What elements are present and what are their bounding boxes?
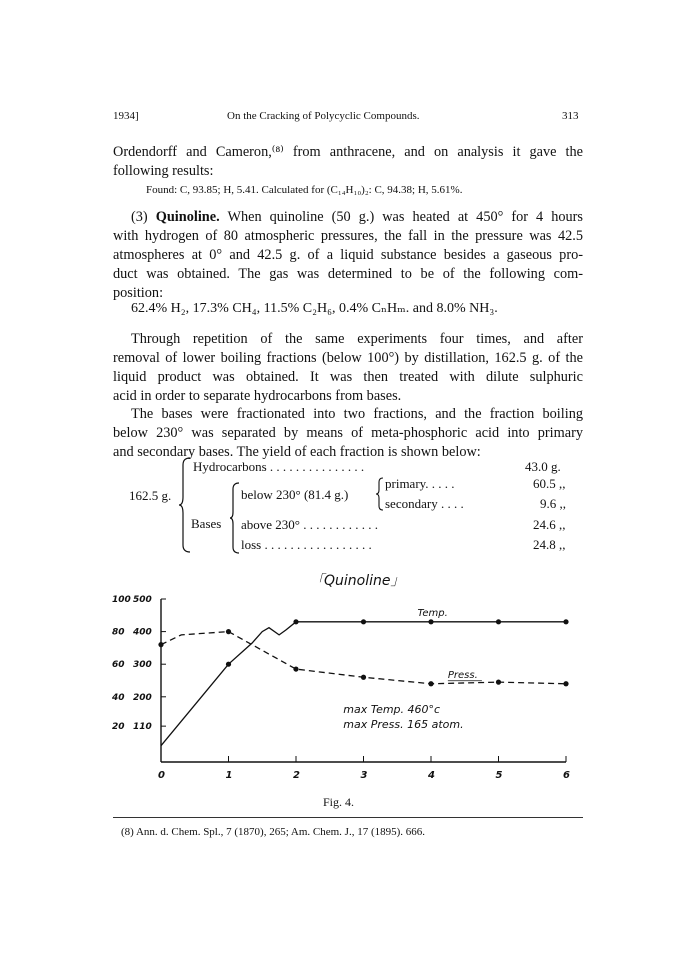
chart-annotation: max Temp. 460°c	[343, 703, 441, 717]
press-series-label: Press.	[447, 669, 478, 681]
y-tick-label-left: 60	[112, 660, 125, 671]
running-head-title: On the Cracking of Polycyclic Compounds.	[227, 110, 420, 122]
outer-brace	[179, 457, 191, 553]
secondary-value: 9.6 ,,	[540, 496, 566, 511]
quinoline-chart	[100, 590, 590, 795]
above230-value: 24.6 ,,	[533, 517, 566, 532]
press-point	[428, 681, 433, 686]
temp-point	[361, 619, 366, 624]
text-line: following results:	[113, 163, 214, 179]
y-tick-label-right: 200	[133, 692, 152, 703]
temp-point	[563, 619, 568, 624]
text-line: and secondary bases. The yield of each fraction is shown below:	[113, 444, 481, 460]
text-line: with hydrogen of 80 atmospheric pressures, the fall in the pressure was 42.5	[113, 228, 583, 244]
x-tick-label: 2	[293, 770, 300, 781]
running-head-year: 1934]	[113, 110, 139, 122]
press-point	[158, 642, 163, 647]
y-tick-label-right: 110	[133, 722, 152, 733]
loss-value: 24.8 ,,	[533, 537, 566, 552]
temp-point	[226, 662, 231, 667]
press-point	[293, 666, 298, 671]
temp-point	[428, 619, 433, 624]
press-point	[226, 629, 231, 634]
y-tick-label-right: 300	[133, 660, 152, 671]
text-line: Ordendorff and Cameron,⁽⁸⁾ from anthracene, and on analysis it gave the	[113, 144, 583, 160]
x-tick-label: 1	[225, 770, 233, 781]
temp-series-label: Temp.	[417, 607, 448, 619]
press-point	[563, 681, 568, 686]
below230-label: below 230° (81.4 g.)	[241, 487, 349, 502]
text-line: acid in order to separate hydrocarbons from bases.	[113, 388, 402, 404]
loss-label: loss . . . . . . . . . . . . . . . . .	[241, 537, 372, 552]
gas-composition: 62.4% H₂, 17.3% CH₄, 11.5% C₂H₆, 0.4% CₙHₘ. and 8.0% NH₃.	[131, 301, 498, 316]
text-line: atmospheres at 0° and 42.5 g. of a liquid substance besides a gaseous pro-	[113, 247, 583, 263]
paragraph-1	[113, 143, 583, 181]
chart-title: 「Quinoline」	[310, 573, 405, 589]
press-point	[361, 675, 366, 680]
paragraph-4	[113, 405, 583, 462]
section-quinoline	[113, 208, 583, 303]
chart-annotation: max Press. 165 atom.	[343, 717, 464, 731]
text-line: below 230° was separated by means of meta-phosphoric acid into primary	[113, 425, 583, 441]
text-line: position:	[113, 285, 164, 301]
total-mass: 162.5 g.	[129, 488, 172, 503]
primary-value: 60.5 ,,	[533, 476, 566, 491]
y-tick-label-left: 20	[112, 722, 125, 733]
secondary-label: secondary . . . .	[385, 496, 464, 511]
figure-caption: Fig. 4.	[323, 795, 355, 809]
x-tick-label: 0	[158, 770, 165, 781]
temp-point	[496, 619, 501, 624]
x-tick-label: 5	[495, 770, 503, 781]
text-line: duct was obtained. The gas was determined to be of the following com-	[113, 266, 583, 282]
y-tick-label-left: 100	[112, 595, 131, 605]
section-heading: Quinoline.	[155, 209, 220, 225]
below230-brace	[376, 477, 384, 511]
x-tick-label: 3	[360, 770, 368, 781]
above230-label: above 230° . . . . . . . . . . . .	[241, 517, 378, 532]
y-tick-label-right: 500	[133, 595, 152, 605]
y-tick-label-left: 80	[112, 627, 125, 638]
y-tick-label-left: 40	[112, 692, 125, 703]
paragraph-3	[113, 330, 583, 406]
bases-label: Bases	[191, 516, 222, 531]
temp-point	[293, 619, 298, 624]
analysis-found-line: Found: C, 93.85; H, 5.41. Calculated for (C₁₄H₁₀)₂: C, 94.38; H, 5.61%.	[146, 184, 463, 196]
footnote: (8) Ann. d. Chem. Spl., 7 (1870), 265; Am. Chem. J., 17 (1895). 666.	[121, 826, 426, 838]
hydrocarbons-label: Hydrocarbons . . . . . . . . . . . . . . .	[193, 459, 365, 474]
text-line: When quinoline (50 g.) was heated at 450° for 4 hours	[227, 209, 583, 225]
section-number: (3)	[131, 209, 148, 225]
text-line: The bases were fractionated into two fractions, and the fraction boiling	[131, 406, 583, 422]
x-tick-label: 4	[428, 770, 435, 781]
section-first-line	[113, 208, 583, 227]
hydrocarbons-value: 43.0 g.	[525, 459, 561, 474]
primary-label: primary. . . . .	[385, 476, 455, 491]
x-tick-label: 6	[563, 770, 570, 781]
page-number: 313	[562, 110, 579, 122]
text-line: liquid product was obtained. It was then treated with dilute sulphuric	[113, 369, 583, 385]
text-line: removal of lower boiling fractions (below 100°) by distillation, 162.5 g. of the	[113, 350, 583, 366]
footnote-divider	[113, 817, 583, 818]
bases-brace	[230, 482, 240, 554]
fractions-table	[113, 455, 583, 560]
y-tick-label-right: 400	[133, 627, 152, 638]
text-line: Through repetition of the same experiments four times, and after	[131, 331, 583, 347]
press-point	[496, 680, 501, 685]
